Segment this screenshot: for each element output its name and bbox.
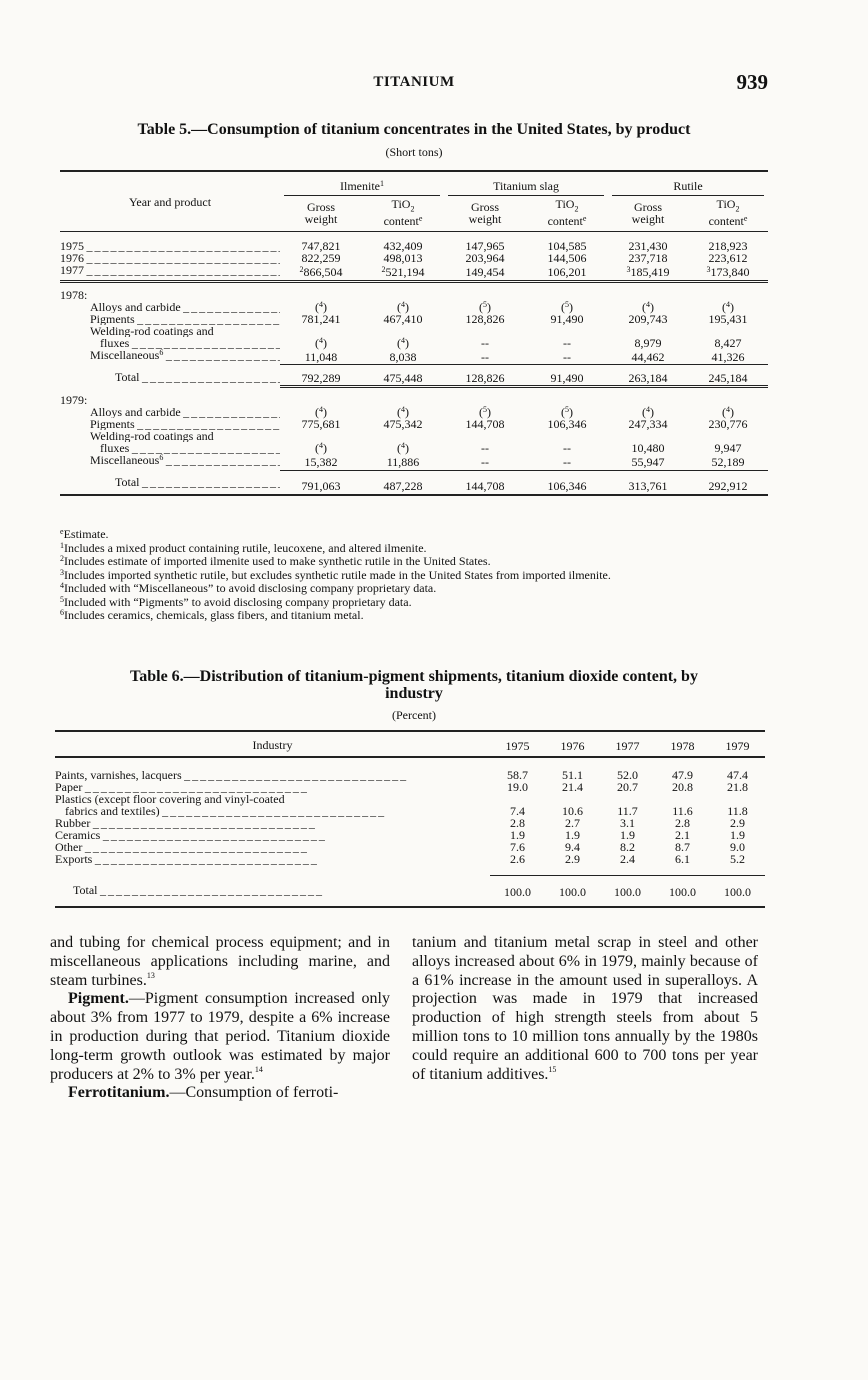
table-row: Rubber _ _ _ 2.8 2.7 3.1 2.8 2.9 xyxy=(55,817,765,829)
col-tio2-content: TiO$_2$ content$^e$ xyxy=(526,196,608,232)
table6-stub-header: Industry xyxy=(252,738,293,752)
col-gross-weight: Gross weight xyxy=(444,196,526,232)
footnote: $^e$Estimate. xyxy=(60,527,109,541)
table-row: Exports _ _ _ 2.6 2.9 2.4 6.1 5.2 xyxy=(55,853,765,876)
table-row: Paper _ _ _ 19.0 21.4 20.7 20.8 21.8 xyxy=(55,781,765,793)
table-row: Pigments _ _ _ 775,681 475,342 144,708 106,346 247,334 230,776 xyxy=(60,418,768,430)
table5-group-rutile xyxy=(608,171,768,196)
table-row: Miscellaneous$^6$ _ _ _ 11,048 8,038 -- -- 44,462 41,326 xyxy=(60,349,768,365)
table-row: Pigments _ _ _ 781,241 467,410 128,826 91,490 209,743 195,431 xyxy=(60,313,768,325)
table6 xyxy=(55,730,765,908)
col-gross-weight: Gross weight xyxy=(608,196,688,232)
table-row: Ceramics _ _ _ 1.9 1.9 1.9 2.1 1.9 xyxy=(55,829,765,841)
col-year: 1975 xyxy=(505,739,530,753)
table5-group-ilmenite xyxy=(280,171,444,196)
running-title: TITANIUM xyxy=(373,74,455,90)
col-year: 1978 xyxy=(670,739,695,753)
ilmenite-note: 1 xyxy=(380,179,384,188)
table-row: 1978: xyxy=(60,288,88,301)
table-row: Plastics (except floor covering and vinyl-coated xyxy=(55,792,285,806)
table-row: 1977 _ _ _ $^2$866,504 $^2$521,194 149,454 106,201 $^3$185,419 $^3$173,840 xyxy=(60,264,768,282)
col-year: 1979 xyxy=(725,739,750,753)
slag-label: Titanium slag xyxy=(448,180,604,196)
table-row: 1975 _ _ _ 747,821 432,409 147,965 104,585 231,430 218,923 xyxy=(60,240,768,252)
table-row: Other _ _ _ 7.6 9.4 8.2 8.7 9.0 xyxy=(55,841,765,853)
col-year: 1976 xyxy=(560,739,585,753)
footnote: $^6$Includes ceramics, chemicals, glass fibers, and titanium metal. xyxy=(60,608,364,622)
table5-subtitle: (Short tons) xyxy=(385,145,443,159)
paragraph-pigment: Pigment.—Pigment consumption increased only about 3% from 1977 to 1979, despite a 6% increase in production during that period. Titanium dioxide long-term growth outlook was estimated by major producers at 2% to 3% per year.$^{14}$ xyxy=(50,990,390,1083)
table6-subtitle: (Percent) xyxy=(392,708,436,722)
table-row: Alloys and carbide _ _ _ ($^4$) ($^4$) ($^5$) ($^5$) ($^4$) ($^4$) xyxy=(60,301,768,313)
footnote: $^4$Included with “Miscellaneous” to avoid disclosing company proprietary data. xyxy=(60,581,437,595)
table-row: Welding-rod coatings and xyxy=(90,324,214,337)
table-row: fluxes _ _ _ ($^4$) ($^4$) -- -- 10,480 9,947 xyxy=(60,442,768,454)
table-row-total: Total _ _ _ 100.0 100.0 100.0 100.0 100.0 xyxy=(55,876,765,908)
table-row: fluxes _ _ _ ($^4$) ($^4$) -- -- 8,979 8,427 xyxy=(60,337,768,349)
col-tio2-content: TiO$_2$ content$^e$ xyxy=(362,196,444,232)
footnote: $^2$Includes estimate of imported ilmenite used to make synthetic rutile in the United States. xyxy=(60,554,491,568)
footnote: $^1$Includes a mixed product containing rutile, leucoxene, and altered ilmenite. xyxy=(60,540,427,555)
table-row: fabrics and textiles) _ _ _ 7.4 10.6 11.7 11.6 11.8 xyxy=(55,805,765,817)
table5-footnotes xyxy=(60,528,768,623)
table-row-total: Total _ _ _ 791,063 487,228 144,708 106,346 313,761 292,912 xyxy=(60,470,768,495)
rutile-label: Rutile xyxy=(612,180,764,196)
table6-title: Table 6.—Distribution of titanium-pigment shipments, titanium dioxide content, by industry xyxy=(130,668,698,702)
table-row: Alloys and carbide _ _ _ ($^4$) ($^4$) ($^5$) ($^5$) ($^4$) ($^4$) xyxy=(60,406,768,418)
col-tio2-content: TiO$_2$ content$^e$ xyxy=(688,196,768,232)
body-column-left xyxy=(50,934,390,1103)
body-column-right xyxy=(412,934,758,1084)
footnote: $^5$Included with “Pigments” to avoid disclosing company proprietary data. xyxy=(60,594,412,609)
table5-stub-header: Year and product xyxy=(60,171,280,232)
col-gross-weight: Gross weight xyxy=(280,196,362,232)
table-row: 1979: xyxy=(60,394,88,407)
table-row: 1976 _ _ _ 822,259 498,013 203,964 144,506 237,718 223,612 xyxy=(60,252,768,264)
table-row: Welding-rod coatings and xyxy=(90,430,214,443)
table5-group-slag xyxy=(444,171,608,196)
paragraph: tanium and titanium metal scrap in steel and other alloys increased about 6% in 1979, mainly because of a 61% increase in the amount used in superalloys. A projection was made in 1979 that increased production of high strength steels from about 5 million tons to 10 million tons annually by the 1980s could require an additional 600 to 700 tons per year of titanium additives.$^{15}$ xyxy=(412,934,758,1083)
table-row-total: Total _ _ _ 792,289 475,448 128,826 91,490 263,184 245,184 xyxy=(60,365,768,387)
col-year: 1977 xyxy=(615,739,640,753)
table-row: Miscellaneous$^6$ _ _ _ 15,382 11,886 -- -- 55,947 52,189 xyxy=(60,454,768,470)
footnote: $^3$Includes imported synthetic rutile, but excludes synthetic rutile made in the United States from imported ilmenite. xyxy=(60,567,611,582)
table5 xyxy=(60,170,768,496)
page-number: 939 xyxy=(736,70,768,94)
ilmenite-label: Ilmenite xyxy=(340,179,380,193)
table-row: Paints, varnishes, lacquers _ _ _ 58.7 51.1 52.0 47.9 47.4 xyxy=(55,769,765,781)
paragraph: and tubing for chemical process equipment; and in miscellaneous applications including marine, and steam turbines.$^{13}$ xyxy=(50,934,390,989)
table5-title: Table 5.—Consumption of titanium concentrates in the United States, by product xyxy=(137,121,691,138)
paragraph-ferrotitanium: Ferrotitanium.—Consumption of ferroti- xyxy=(68,1084,339,1102)
